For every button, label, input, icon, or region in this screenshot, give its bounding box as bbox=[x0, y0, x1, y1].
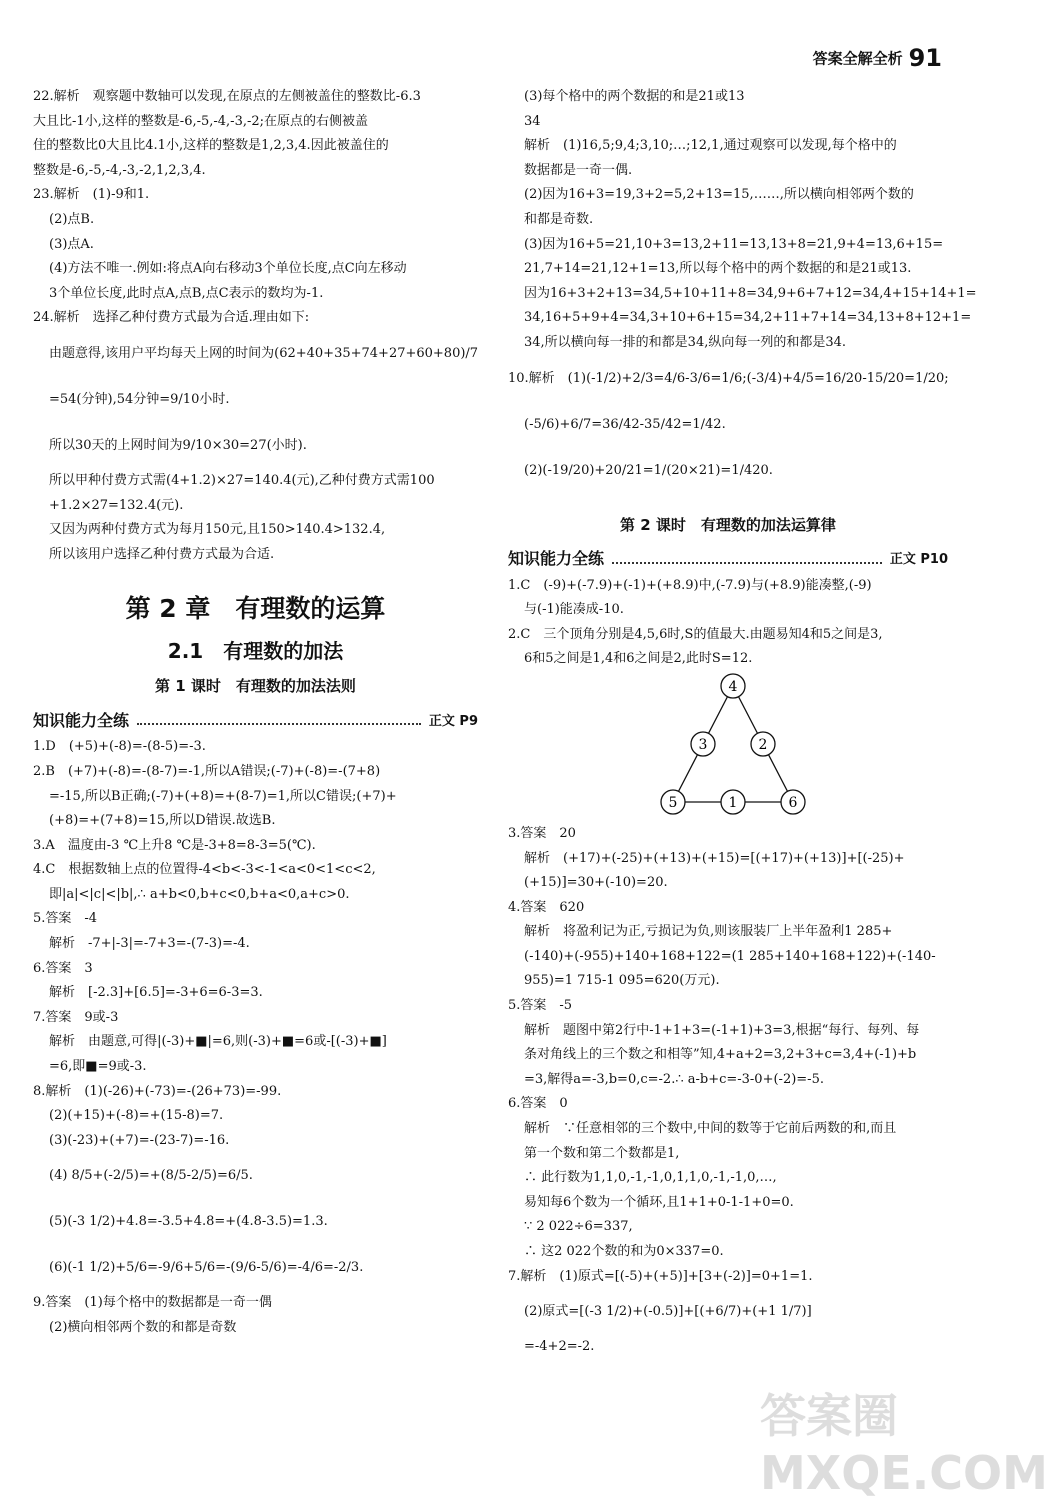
text-line: 所以该用户选择乙种付费方式最为合适. bbox=[49, 546, 275, 562]
text-line: 3.A 温度由-3 ℃上升8 ℃是-3+8=8-3=5(℃). bbox=[33, 837, 316, 853]
node-bottom-mid bbox=[721, 790, 745, 814]
text-line: 5.答案 -5 bbox=[508, 998, 573, 1014]
text-line: 3.答案 20 bbox=[508, 825, 576, 841]
text-line: 和都是奇数. bbox=[524, 211, 594, 227]
node-label: 3 bbox=[698, 736, 708, 753]
text-line: 又因为两种付费方式为每月150元,且150>140.4>132.4, bbox=[49, 522, 386, 538]
text-line: 21,7+14=21,12+1=13,所以每个格中的两个数据的和是21或13. bbox=[524, 261, 912, 277]
practice-title: 知识能力全练 bbox=[33, 710, 130, 730]
header-title: 答案全解全析 bbox=[812, 49, 903, 68]
practice-header-2 bbox=[508, 542, 948, 574]
practice-header-1 bbox=[33, 703, 478, 735]
lesson-title-2: 第 2 课时 有理数的加法运算律 bbox=[620, 515, 836, 534]
text-line: (2)(-19/20)+20/21=1/(20×21)=1/420. bbox=[524, 462, 773, 478]
answers-lesson-2-b bbox=[508, 822, 948, 1360]
text-line: 7.答案 9或-3 bbox=[33, 1009, 119, 1025]
answers-22-24 bbox=[33, 85, 478, 567]
text-line: 条对角线上的三个数之和相等”知,4+a+2=3,2+3+c=3,4+(-1)+b bbox=[524, 1047, 917, 1063]
section-title: 2.1 有理数的加法 bbox=[167, 639, 344, 664]
text-line: 数据都是一奇一偶. bbox=[524, 162, 633, 178]
node-label: 4 bbox=[728, 678, 738, 695]
text-line: +1.2×27=132.4(元). bbox=[49, 497, 184, 513]
text-line: (2)点B. bbox=[49, 211, 95, 227]
lesson-title-1: 第 1 课时 有理数的加法法则 bbox=[155, 677, 356, 696]
text-line: 所以甲种付费方式需(4+1.2)×27=140.4(元),乙种付费方式需100 bbox=[49, 472, 435, 488]
page-header bbox=[813, 44, 942, 72]
text-line: (2)因为16+3=19,3+2=5,2+13=15,……,所以横向相邻两个数的 bbox=[524, 187, 914, 203]
node-label: 1 bbox=[728, 794, 738, 811]
text-line: (4) 8/5+(-2/5)=+(8/5-2/5)=6/5. bbox=[49, 1168, 253, 1184]
text-line: =-15,所以B正确;(-7)+(+8)=+(8-7)=1,所以C错误;(+7)+ bbox=[49, 788, 397, 804]
text-line: 1.D (+5)+(-8)=-(8-5)=-3. bbox=[33, 739, 206, 755]
text-line: 6和5之间是1,4和6之间是2,此时S=12. bbox=[524, 651, 753, 667]
text-line: ∵ 2 022÷6=337, bbox=[524, 1219, 633, 1235]
text-line: (2)原式=[(-3 1/2)+(-0.5)]+[(+6/7)+(+1 1/7)] bbox=[524, 1304, 812, 1320]
text-line: (2)(+15)+(-8)=+(15-8)=7. bbox=[49, 1108, 224, 1124]
text-line: =54(分钟),54分钟=9/10小时. bbox=[49, 391, 230, 407]
text-line: 955)=1 715-1 095=620(万元). bbox=[524, 973, 720, 989]
node-label: 2 bbox=[758, 736, 768, 753]
text-line: ∴ 此行数为1,1,0,-1,-1,0,1,1,0,-1,-1,0,…, bbox=[524, 1170, 777, 1186]
dotted-leader bbox=[612, 552, 882, 564]
text-line: =6,即■=9或-3. bbox=[49, 1059, 147, 1075]
text-line: 1.C (-9)+(-7.9)+(-1)+(+8.9)中,(-7.9)与(+8.9)能凑整,(-9) bbox=[508, 577, 872, 593]
text-line: 即|a|<|c|<|b|,∴ a+b<0,b+c<0,b+a<0,a+c>0. bbox=[49, 886, 350, 902]
page-ref: 正文 P9 bbox=[428, 713, 478, 729]
text-line: 解析 由题意,可得|(-3)+■|=6,则(-3)+■=6或-[(-3)+■] bbox=[49, 1034, 387, 1050]
text-line: (-5/6)+6/7=36/42-35/42=1/42. bbox=[524, 416, 726, 432]
text-line: ∴ 这2 022个数的和为0×337=0. bbox=[524, 1244, 724, 1259]
text-line: 34,所以横向每一排的和都是34,纵向每一列的和都是34. bbox=[524, 334, 847, 350]
text-line: 解析 (+17)+(-25)+(+13)+(+15)=[(+17)+(+13)]+[(-25)+ bbox=[524, 850, 905, 866]
text-line: 因为16+3+2+13=34,5+10+11+8=34,9+6+7+12=34,4+15+14+1= bbox=[524, 285, 977, 301]
text-line: (2)横向相邻两个数的和都是奇数 bbox=[49, 1320, 237, 1335]
text-line: 6.答案 3 bbox=[33, 960, 93, 976]
page-ref: 正文 P10 bbox=[889, 552, 948, 568]
text-line: (5)(-3 1/2)+4.8=-3.5+4.8=+(4.8-3.5)=1.3. bbox=[49, 1214, 328, 1230]
page-number: 91 bbox=[908, 44, 942, 72]
answers-lesson-1 bbox=[33, 735, 478, 1340]
text-line: (4)方法不唯一.例如:将点A向右移动3个单位长度,点C向左移动 bbox=[49, 261, 407, 277]
text-line: 9.答案 (1)每个格中的数据都是一奇一偶 bbox=[33, 1295, 272, 1311]
text-line: 解析 题图中第2行中-1+1+3=(-1+1)+3=3,根据“每行、每列、每 bbox=[524, 1022, 920, 1038]
text-line: (+8)=+(7+8)=15,所以D错误.故选B. bbox=[49, 813, 276, 829]
text-line: 23.解析 (1)-9和1. bbox=[33, 187, 150, 203]
node-label: 5 bbox=[668, 794, 678, 811]
practice-title: 知识能力全练 bbox=[508, 549, 605, 569]
node-label: 6 bbox=[788, 794, 798, 811]
text-line: 整数是-6,-5,-4,-3,-2,1,2,3,4. bbox=[33, 162, 206, 178]
text-line: 4.答案 620 bbox=[508, 899, 585, 915]
text-line: 10.解析 (1)(-1/2)+2/3=4/6-3/6=1/6;(-3/4)+4/5=16/20-15/20=1/20; bbox=[508, 370, 949, 386]
text-line: 由题意得,该用户平均每天上网的时间为(62+40+35+74+27+60+80)/7 bbox=[49, 345, 479, 361]
text-line: 解析 (1)16,5;9,4;3,10;…;12,1,通过观察可以发现,每个格中的 bbox=[524, 138, 897, 154]
chapter-title: 第 2 章 有理数的运算 bbox=[125, 594, 386, 624]
text-line: 易知每6个数为一个循环,且1+1+0-1-1+0=0. bbox=[524, 1194, 794, 1210]
text-line: =3,解得a=-3,b=0,c=-2.∴ a-b+c=-3-0+(-2)=-5. bbox=[524, 1071, 824, 1087]
text-line: 住的整数比0大且比4.1小,这样的整数是1,2,3,4.因此被盖住的 bbox=[33, 138, 389, 154]
text-line: (6)(-1 1/2)+5/6=-9/6+5/6=-(9/6-5/6)=-4/6=-2/3. bbox=[49, 1260, 364, 1276]
text-line: (3)每个格中的两个数据的和是21或13 bbox=[524, 89, 745, 104]
text-line: 34 bbox=[524, 113, 541, 129]
text-line: 7.解析 (1)原式=[(-5)+(+5)]+[3+(-2)]=0+1=1. bbox=[508, 1268, 813, 1284]
text-line: (3)(-23)+(+7)=-(23-7)=-16. bbox=[49, 1132, 230, 1148]
right-column bbox=[508, 85, 977, 1360]
text-line: (3)点A. bbox=[49, 236, 94, 252]
node-bottom-right bbox=[781, 790, 805, 814]
text-line: 34,16+5+9+4=34,3+10+6+15=34,2+11+7+14=34,13+8+12+1= bbox=[524, 310, 972, 326]
text-line: 解析 -7+|-3|=-7+3=-(7-3)=-4. bbox=[49, 936, 250, 952]
text-line: (-140)+(-955)+140+168+122=(1 285+140+168+122)+(-140- bbox=[524, 948, 936, 964]
text-line: 22.解析 观察题中数轴可以发现,在原点的左侧被盖住的整数比-6.3 bbox=[33, 89, 421, 104]
text-line: 大且比-1小,这样的整数是-6,-5,-4,-3,-2;在原点的右侧被盖 bbox=[33, 113, 369, 129]
text-line: 4.C 根据数轴上点的位置得-4<b<-3<-1<a<0<1<c<2, bbox=[33, 862, 376, 878]
text-line: 3个单位长度,此时点A,点B,点C表示的数均为-1. bbox=[49, 285, 324, 301]
triangle-diagram bbox=[653, 672, 813, 818]
node-bottom-left bbox=[661, 790, 685, 814]
dotted-leader bbox=[137, 713, 421, 725]
answers-lesson-2-a bbox=[508, 574, 948, 672]
text-line: 2.B (+7)+(-8)=-(8-7)=-1,所以A错误;(-7)+(-8)=-(7+8) bbox=[33, 763, 381, 779]
text-line: 2.C 三个顶角分别是4,5,6时,S的值最大.由题易知4和5之间是3, bbox=[508, 626, 883, 642]
text-line: 解析 [-2.3]+[6.5]=-3+6=6-3=3. bbox=[49, 985, 263, 1001]
text-line: =-4+2=-2. bbox=[524, 1339, 595, 1355]
text-line: 第一个数和第二个数都是1, bbox=[524, 1145, 680, 1161]
text-line: (3)因为16+5=21,10+3=13,2+11=13,13+8=21,9+4=13,6+15= bbox=[524, 236, 944, 252]
watermark: 答案圈 MXQE.COM bbox=[760, 1389, 1048, 1500]
text-line: (+15)]=30+(-10)=20. bbox=[524, 875, 668, 891]
answers-9-10 bbox=[508, 85, 977, 494]
text-line: 8.解析 (1)(-26)+(-73)=-(26+73)=-99. bbox=[33, 1083, 282, 1099]
node-left-mid bbox=[691, 732, 715, 756]
text-line: 24.解析 选择乙种付费方式最为合适.理由如下: bbox=[33, 310, 310, 326]
text-line: 解析 将盈利记为正,亏损记为负,则该服装厂上半年盈利1 285+ bbox=[524, 924, 893, 940]
text-line: 与(-1)能凑成-10. bbox=[524, 602, 624, 618]
text-line: 所以30天的上网时间为9/10×30=27(小时). bbox=[49, 437, 307, 453]
text-line: 6.答案 0 bbox=[508, 1096, 568, 1112]
triangle-figure bbox=[508, 672, 948, 822]
text-line: 解析 ∵任意相邻的三个数中,中间的数等于它前后两数的和,而且 bbox=[524, 1121, 897, 1137]
node-right-mid bbox=[751, 732, 775, 756]
left-column bbox=[33, 85, 478, 1341]
text-line: 5.答案 -4 bbox=[33, 911, 98, 927]
node-top bbox=[721, 674, 745, 698]
